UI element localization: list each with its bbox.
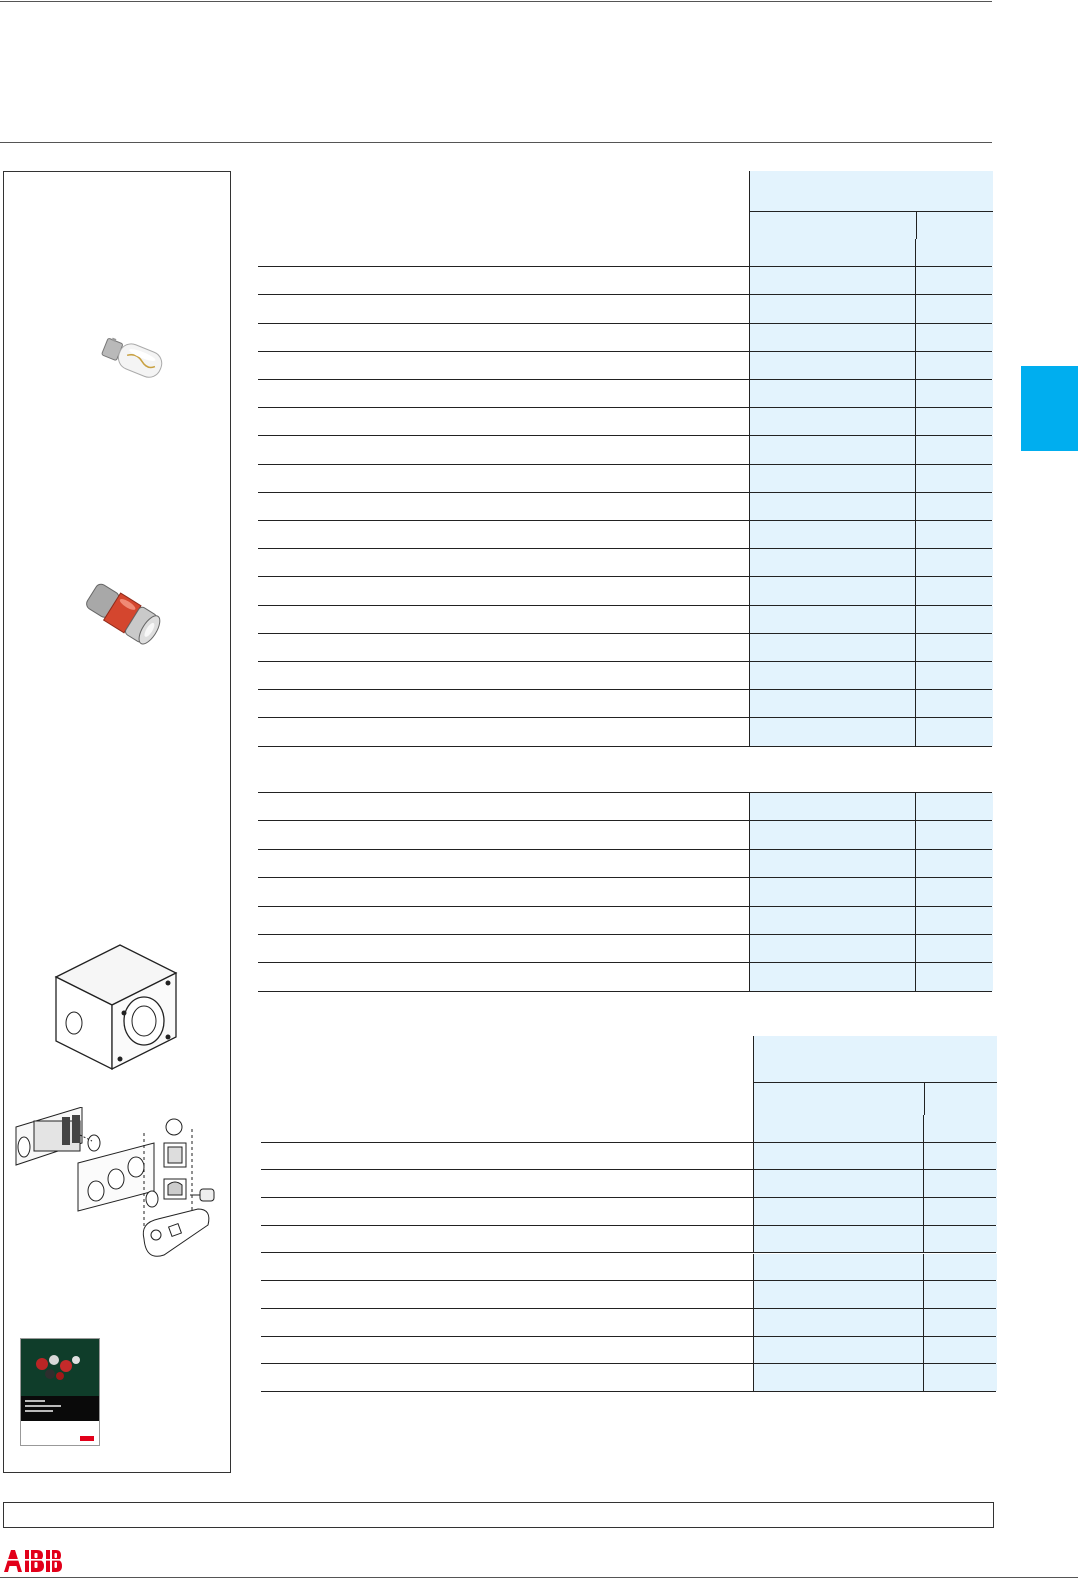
table-cell-value	[915, 549, 993, 576]
header-rule	[0, 142, 992, 143]
table-row	[258, 718, 992, 746]
enclosure-image	[48, 937, 186, 1077]
table-cell-description	[753, 1281, 924, 1308]
table-cell-value	[915, 606, 993, 633]
table-row	[258, 408, 992, 436]
table-cell-description	[749, 878, 916, 905]
table-row	[258, 295, 992, 323]
table-cell-value	[915, 295, 993, 322]
table-cell-value	[915, 850, 993, 877]
table-cell-description	[753, 1198, 924, 1225]
table-row	[258, 493, 992, 521]
table-cell-value	[923, 1115, 997, 1142]
table-cell-value	[915, 577, 993, 604]
table-cell-value	[923, 1281, 997, 1308]
footer-note-box	[3, 1502, 994, 1528]
table-cell-description	[749, 821, 916, 848]
table-cell-value	[915, 436, 993, 463]
catalogue-cover-image	[20, 1338, 100, 1446]
table-cell-description	[749, 521, 916, 548]
table-cell-description	[753, 1143, 924, 1170]
table-cell-description	[749, 465, 916, 492]
table-cell-description	[749, 662, 916, 689]
abb-logo	[4, 1548, 62, 1574]
table-row	[258, 793, 992, 821]
table-cell-description	[753, 1170, 924, 1197]
table-cell-value	[915, 380, 993, 407]
table-row	[258, 352, 992, 380]
table-cell-value	[923, 1364, 997, 1391]
table-cell-value	[923, 1170, 997, 1197]
table-cell-description	[749, 239, 916, 266]
table-cell-description	[749, 324, 916, 351]
table-cell-description	[749, 267, 916, 294]
table-row	[258, 267, 992, 295]
table-cell-description	[749, 690, 916, 717]
bottom-table	[261, 1036, 996, 1392]
main-table	[258, 171, 992, 749]
table-row	[261, 1143, 996, 1171]
table-cell-value	[923, 1254, 997, 1281]
table-row	[258, 878, 992, 906]
table-row	[258, 690, 992, 718]
lamp-led-red-image	[76, 574, 172, 654]
table-cell-description	[753, 1115, 924, 1142]
table-cell-description	[749, 606, 916, 633]
exploded-assembly-drawing	[12, 1107, 222, 1282]
table-row	[261, 1254, 996, 1282]
table-row	[261, 1226, 996, 1254]
table-cell-value	[915, 935, 993, 962]
table-row	[261, 1309, 996, 1337]
table-cell-value	[915, 493, 993, 520]
table-cell-value	[923, 1143, 997, 1170]
table-cell-value	[915, 634, 993, 661]
bottom-table-header	[753, 1036, 997, 1082]
table-cell-value	[923, 1226, 997, 1253]
top-rule	[0, 1, 992, 2]
table-cell-value	[915, 465, 993, 492]
table-cell-description	[749, 907, 916, 934]
table-row	[261, 1337, 996, 1365]
table-cell-description	[749, 380, 916, 407]
secondary-table-header	[258, 750, 992, 793]
table-row	[261, 1115, 996, 1143]
table-cell-value	[915, 352, 993, 379]
table-cell-description	[749, 493, 916, 520]
lamp-clear-image	[96, 332, 176, 388]
table-cell-value	[915, 324, 993, 351]
table-row	[258, 577, 992, 605]
table-cell-value	[915, 521, 993, 548]
table-cell-description	[749, 549, 916, 576]
table-cell-value	[915, 793, 993, 820]
table-row	[258, 935, 992, 963]
table-cell-value	[915, 718, 993, 745]
table-cell-description	[753, 1226, 924, 1253]
table-cell-description	[749, 577, 916, 604]
table-cell-value	[915, 821, 993, 848]
table-row	[258, 662, 992, 690]
table-row	[258, 850, 992, 878]
table-cell-description	[749, 963, 916, 990]
table-row	[261, 1170, 996, 1198]
table-cell-value	[915, 963, 993, 990]
table-row	[261, 1198, 996, 1226]
table-row	[258, 436, 992, 464]
table-row	[258, 380, 992, 408]
table-row	[258, 606, 992, 634]
table-cell-description	[749, 436, 916, 463]
table-row	[258, 324, 992, 352]
table-row	[261, 1281, 996, 1309]
table-cell-description	[749, 793, 916, 820]
product-images-panel	[3, 171, 231, 1473]
table-cell-description	[749, 408, 916, 435]
table-row	[258, 239, 992, 267]
table-cell-value	[915, 690, 993, 717]
table-cell-description	[753, 1309, 924, 1336]
table-cell-value	[915, 907, 993, 934]
table-row	[258, 549, 992, 577]
table-cell-value	[923, 1309, 997, 1336]
table-row	[258, 821, 992, 849]
table-cell-value	[923, 1337, 997, 1364]
table-cell-description	[753, 1337, 924, 1364]
table-cell-description	[749, 850, 916, 877]
table-cell-description	[749, 352, 916, 379]
table-cell-description	[749, 718, 916, 745]
table-row	[258, 634, 992, 662]
main-table-subheader	[749, 211, 993, 240]
table-cell-value	[915, 239, 993, 266]
table-cell-description	[753, 1254, 924, 1281]
table-cell-description	[753, 1364, 924, 1391]
table-row	[258, 465, 992, 493]
table-cell-description	[749, 634, 916, 661]
footer-rule	[0, 1577, 1078, 1578]
table-row	[258, 963, 992, 991]
table-row	[258, 521, 992, 549]
table-cell-value	[915, 408, 993, 435]
table-row	[261, 1364, 996, 1392]
table-cell-description	[749, 295, 916, 322]
table-cell-description	[749, 935, 916, 962]
table-cell-value	[915, 267, 993, 294]
table-row	[258, 907, 992, 935]
secondary-table	[258, 750, 992, 992]
main-table-header	[749, 171, 993, 211]
table-cell-value	[923, 1198, 997, 1225]
table-cell-value	[915, 878, 993, 905]
section-tab-marker	[1021, 366, 1078, 451]
bottom-table-subheader	[753, 1082, 997, 1116]
table-cell-value	[915, 662, 993, 689]
